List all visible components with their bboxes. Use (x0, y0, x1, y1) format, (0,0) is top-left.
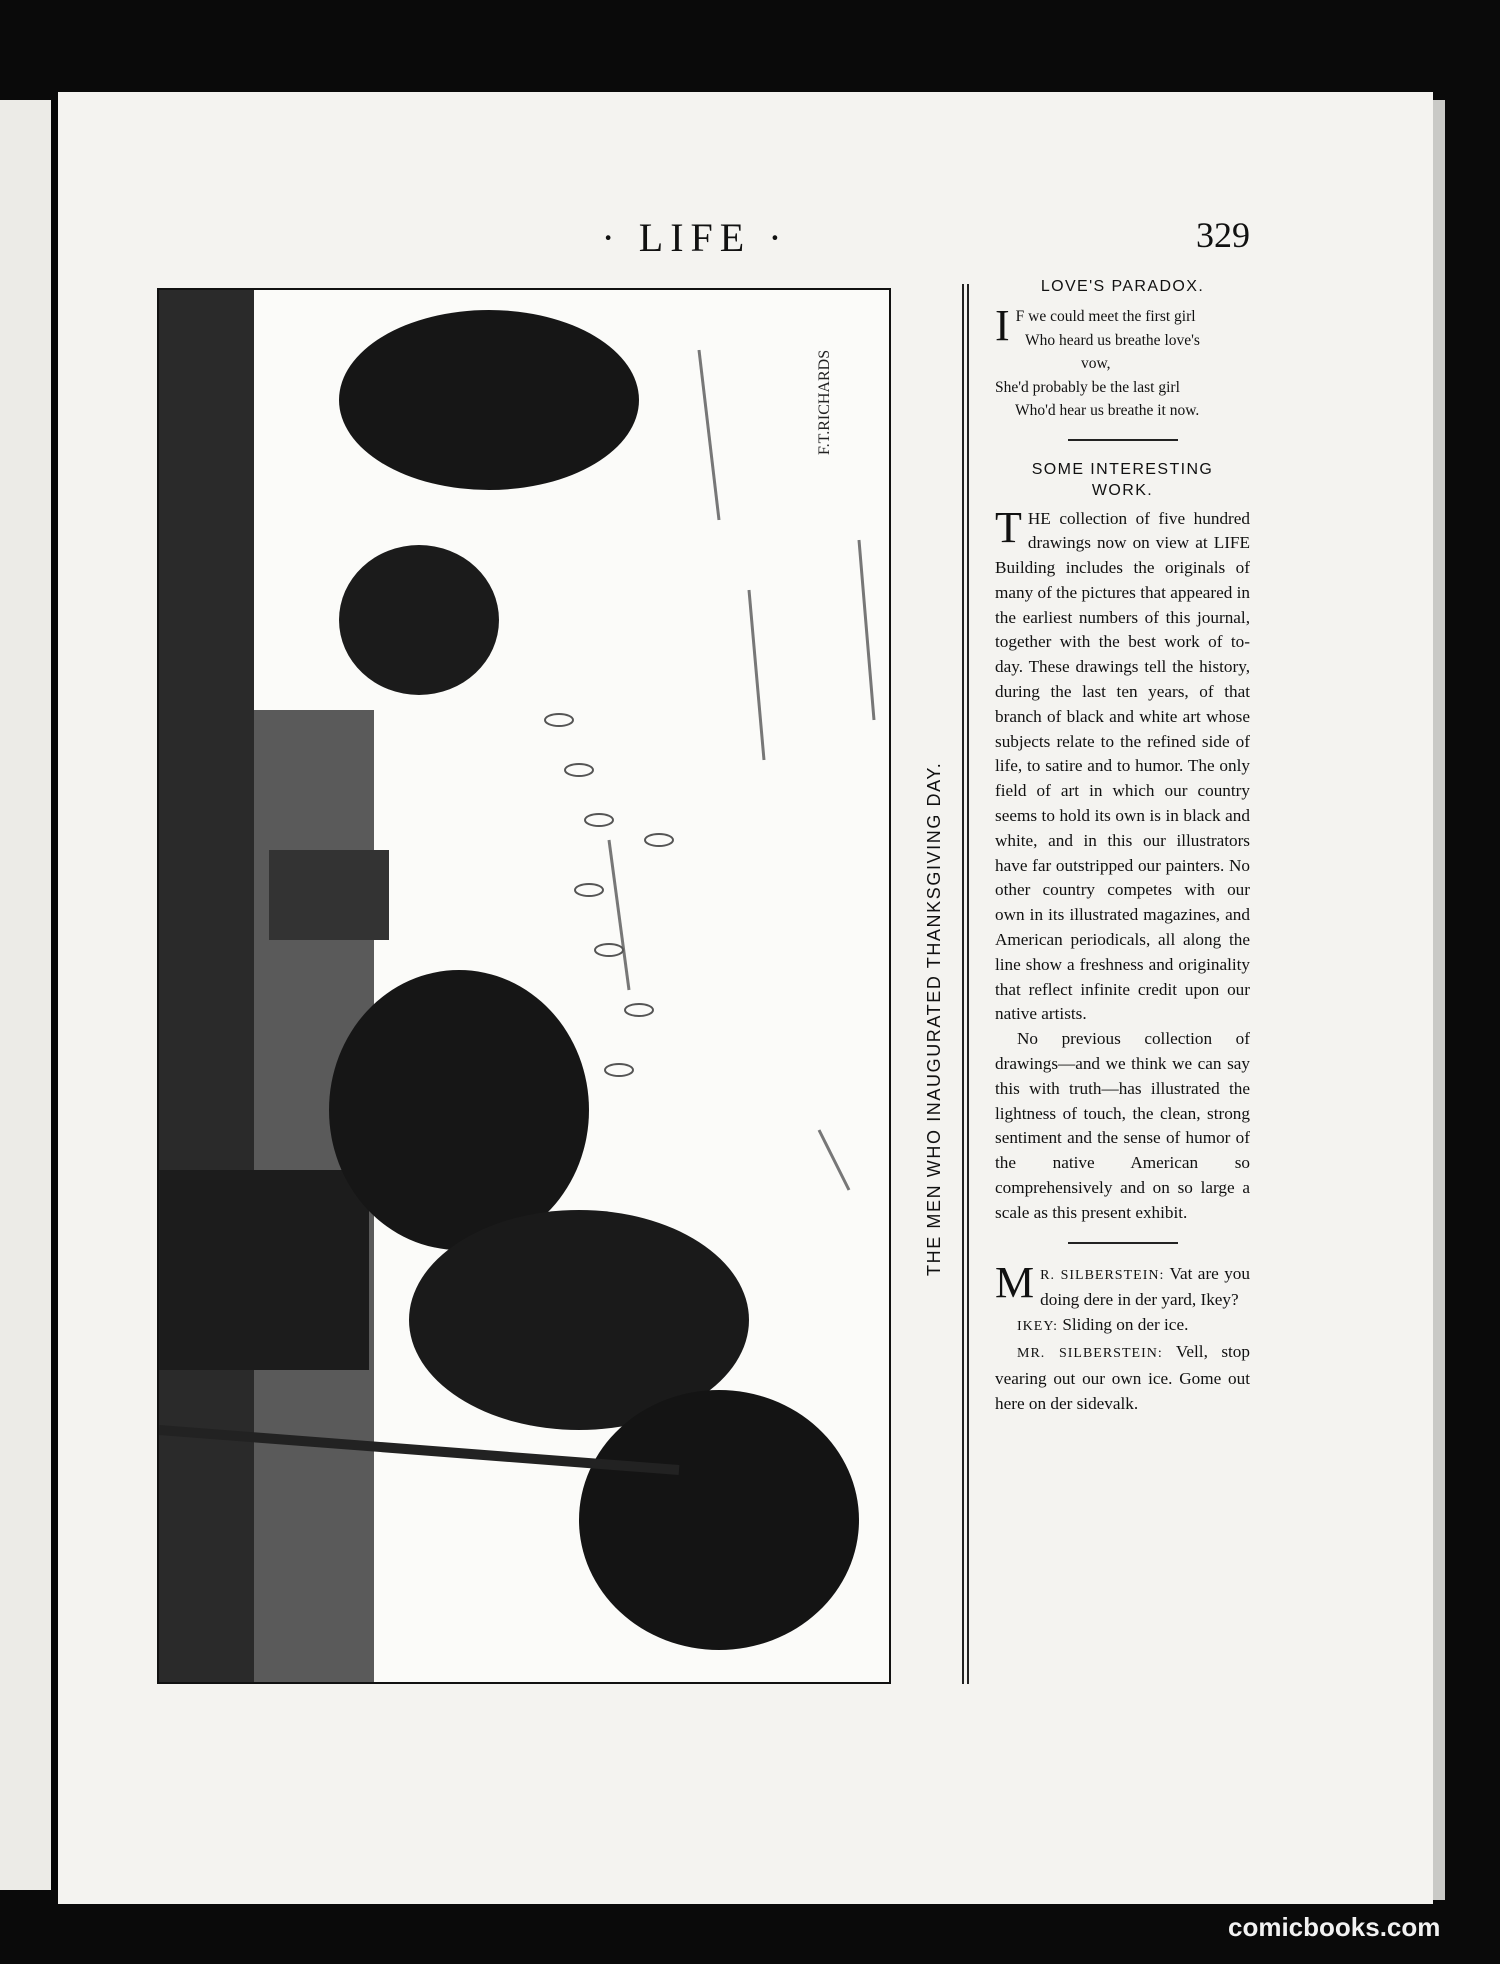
tumbling-figures (329, 970, 589, 1250)
paragraph-text: HE collection of five hundred drawings now on view at LIFE Building includes the originals of many of the pictures that appeared in the earliest numbers of this journal, together with the best work of to-day. These drawings tell the history, during the last ten years, of that branch of black and white art whose subjects relate to the refined side of life, to satire and to humor. The only field of art in which our country seems to hold its own is in black and white, and in this our illustrators have far outstripped our painters. No other country competes with our own in its illustrated magazines, and American periodicals, all along the line show a freshness and originality that reflect infinite credit upon our native artists. (995, 508, 1250, 1024)
dropcap: T (995, 502, 1022, 552)
heading-line: SOME INTERESTING (1031, 460, 1214, 478)
dialog-text: Sliding on der ice. (1062, 1315, 1189, 1335)
dialog-text: Vell, stop vearing out our own ice. Gome out here on der sidevalk. (995, 1342, 1250, 1413)
facing-page-edge (0, 100, 52, 1890)
figures-group-top (339, 310, 639, 490)
loves-paradox-poem (995, 301, 1250, 423)
column-rule-left (962, 284, 964, 1684)
heading-line: WORK. (1091, 481, 1154, 499)
woman-figure (339, 545, 499, 695)
poem-line: Who heard us breathe love's (1025, 331, 1200, 349)
poem-line: She'd probably be the last girl (995, 378, 1180, 396)
illustration-caption: THE MEN WHO INAUGURATED THANKSGIVING DAY. (924, 761, 944, 1276)
poem-line: vow, (1081, 355, 1111, 372)
poem-line: Who'd hear us breathe it now. (1015, 402, 1200, 419)
dropcap: I (995, 301, 1010, 350)
speaker: MR. SILBERSTEIN: (1017, 1346, 1163, 1361)
interesting-work-para2: No previous collection of drawings—and we think we can say this with truth—has illustrated the lightness of touch, the clean, strong sentiment and the sense of humor of the native American so comprehensively and on so large a scale as this present exhibit. (995, 1029, 1250, 1222)
silberstein-anecdote (995, 1257, 1250, 1417)
loves-paradox-heading: LOVE'S PARADOX. (1040, 278, 1205, 295)
dropcap: M (995, 1257, 1035, 1307)
engraving-illustration (157, 288, 891, 1684)
engraving-drawing (159, 290, 889, 1682)
section-separator (1068, 1242, 1178, 1244)
text-column (995, 276, 1250, 1416)
house-wall (159, 290, 254, 1682)
speaker: R. SILBERSTEIN: (1040, 1267, 1165, 1283)
poem-line: F we could meet the first girl (1015, 308, 1196, 325)
column-rule-right (967, 284, 969, 1684)
snow-streaks (609, 350, 874, 1190)
interesting-work-heading (995, 459, 1250, 501)
speaker: IKEY: (1017, 1319, 1059, 1335)
page-edge (1433, 100, 1445, 1900)
dialog-text: Vat are you doing dere in der yard, Ikey? (1040, 1263, 1250, 1310)
window (269, 850, 389, 940)
footprints (545, 714, 673, 1076)
magazine-title: · LIFE · (601, 215, 789, 260)
page-number: 329 (1196, 215, 1250, 255)
binding-shadow (51, 100, 58, 1890)
section-separator (1068, 439, 1178, 441)
watermark: comicbooks.com (1228, 1912, 1441, 1942)
artist-signature: F.T.RICHARDS (816, 349, 833, 455)
interesting-work-para1 (995, 502, 1250, 1028)
doorway (159, 1170, 369, 1370)
standing-figures (579, 1390, 859, 1650)
